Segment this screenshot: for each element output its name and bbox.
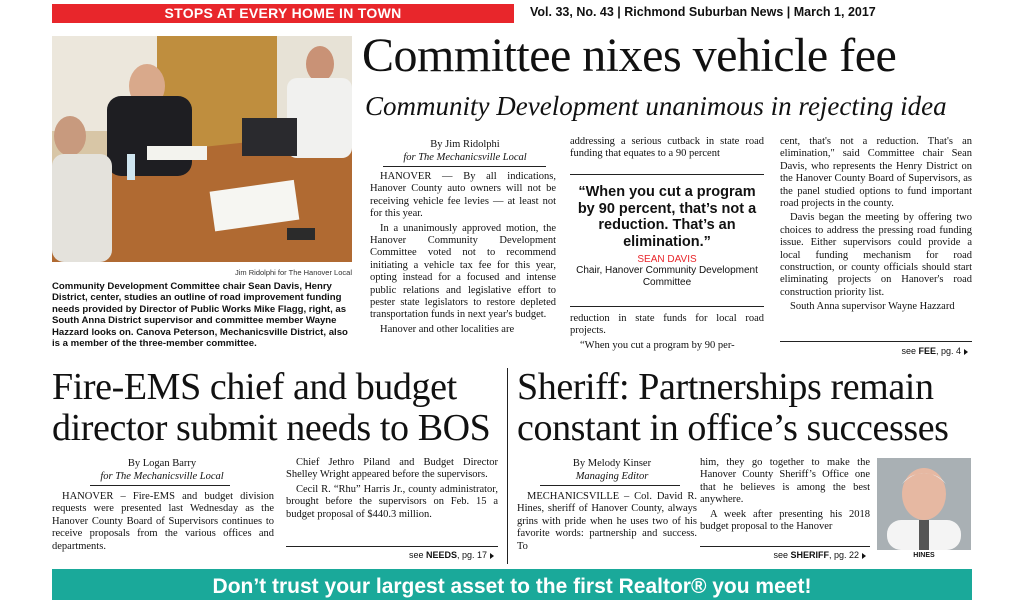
realtor-ad-text: Don’t trust your largest asset to the first Realtor® you meet! (212, 575, 812, 598)
needs-jump-link[interactable] (286, 550, 494, 560)
pull-quote-name: SEAN DAVIS (637, 254, 697, 265)
jump-keyword: SHERIFF (790, 550, 829, 560)
lead-byline-name: By Jim Ridolphi (430, 139, 500, 150)
byline-rule (383, 166, 546, 167)
lead-col2-para: addressing a serious cutback in state road funding that equates to a 90 percent (570, 136, 764, 160)
byline-rule (90, 485, 230, 486)
arrow-right-icon (964, 349, 968, 355)
jump-page: , pg. 17 (456, 550, 487, 560)
jump-keyword: FEE (918, 346, 936, 356)
lead-byline (375, 138, 555, 164)
hines-headshot (877, 458, 971, 550)
jump-page: , pg. 4 (935, 346, 961, 356)
lead-byline-org: for The Mechanicsville Local (403, 152, 527, 163)
pull-quote-title: Chair, Hanover Community Development Committee (576, 265, 758, 288)
jump-prefix: see (773, 550, 791, 560)
photo-cutline: Community Development Committee chair Sean Davis, Henry District, center, studies an outline of road improvement funding needs provided by Director of Public Works Mike Flagg, right, as South Anna District supervisor and committee member Wayne Hazzard looks on. Canova Peterson, Mechanicsville District, also is a member of the three-member committee. (52, 281, 348, 350)
story2-byline-org: for The Mechanicsville Local (100, 471, 224, 482)
story3-col2-para: him, they go together to make the Hanover County Sheriff’s Office one that he believes is among the best anywhere. (700, 457, 870, 506)
fee-jump-link[interactable] (780, 346, 968, 356)
sheriff-jump-link[interactable] (700, 550, 866, 560)
lead-col1-para: In a unanimously approved motion, the Hanover Community Development Committee voted not to recommend initiating a vehicle tax fee for this year, opting instead for a focused and intense public relations and legislative effort to pester state legislators to restore depleted transportation funds in next year's budget. (370, 222, 556, 321)
jump-rule (700, 546, 870, 547)
lead-column-2-bottom (570, 313, 764, 354)
story2-column-1 (52, 491, 274, 555)
hines-caption: HINES (913, 552, 935, 559)
story3-column-2 (700, 457, 870, 535)
lead-col1-para: HANOVER — By all indications, Hanover County auto owners will not be receiving vehicle fee levies — at least not for this year. (370, 171, 556, 220)
lead-column-2-top (570, 136, 764, 163)
lead-col2-para: reduction in state funds for local road projects. (570, 313, 764, 337)
lead-column-1 (370, 171, 556, 338)
jump-prefix: see (408, 550, 426, 560)
top-banner-text: STOPS AT EVERY HOME IN TOWN (164, 5, 402, 21)
story2-column-2 (286, 457, 498, 523)
arrow-right-icon (862, 553, 866, 559)
top-banner (52, 4, 514, 23)
jump-rule (780, 341, 972, 342)
byline-rule (540, 485, 680, 486)
lead-deck: Community Development unanimous in rejecting idea (365, 91, 947, 121)
pull-quote-text: “When you cut a program by 90 percent, that’s not a reduction. That’s an elimination.” (577, 184, 757, 250)
realtor-ad-banner[interactable] (52, 569, 972, 600)
lead-col3-para: Davis began the meeting by offering two choices to address the pressing road funding issue. Either supervisors could provide a local funding mechanism for road construction, or county officials should start eliminating projects on Hanover's road construction priority list. (780, 212, 972, 298)
story2-headline: Fire-EMS chief and budget director submit needs to BOS (52, 366, 491, 449)
story2-byline (72, 457, 252, 483)
lead-col3-para: cent, that's not a reduction. That's an elimination," said Committee chair Sean Davis, who represents the Henry District on the Hanover County Board of Supervisors, as the panel studied options to fund important road projects in the county. (780, 136, 972, 210)
masthead-folio: Vol. 33, No. 43 | Richmond Suburban News | March 1, 2017 (530, 5, 876, 19)
story2-byline-name: By Logan Barry (127, 458, 197, 469)
quote-rule-bottom (570, 306, 764, 307)
story3-col2-para: A week after presenting his 2018 budget proposal to the Hanover (700, 508, 870, 533)
quote-rule-top (570, 174, 764, 175)
jump-keyword: NEEDS (425, 550, 457, 560)
lead-col3-para: South Anna supervisor Wayne Hazzard (790, 301, 955, 313)
lead-col2-para: “When you cut a program by 90 per- (580, 339, 735, 351)
column-divider (507, 368, 508, 564)
jump-prefix: see (901, 346, 919, 356)
story3-byline-name: By Melody Kinser (572, 458, 652, 469)
story2-col1-para: HANOVER – Fire-EMS and budget division requests were presented last Wednesday as the Hanover County Board of Supervisors continues to receive proposals from the various offices and departments. (52, 491, 274, 552)
portrait-illustration (877, 458, 971, 550)
jump-rule (286, 546, 498, 547)
story3-byline (522, 457, 702, 483)
lead-headline: Committee nixes vehicle fee (362, 29, 897, 82)
story3-col1-para: MECHANICSVILLE – Col. David R. Hines, sheriff of Hanover County, always grins with pride when he uses two of his favorite words: partnership and success. To (517, 491, 697, 552)
lead-photo (52, 36, 352, 262)
story3-byline-org: Managing Editor (575, 471, 649, 482)
story2-col2-para: Chief Jethro Piland and Budget Director Shelley Wright appeared before the supervisors. (286, 457, 498, 481)
story3-column-1 (517, 491, 697, 555)
jump-page: , pg. 22 (828, 550, 859, 560)
pull-quote (570, 184, 764, 289)
photo-credit: Jim Ridolphi for The Hanover Local (234, 268, 352, 277)
arrow-right-icon (490, 553, 494, 559)
story3-headline: Sheriff: Partnerships remain constant in office’s successes (517, 366, 949, 449)
lead-col1-para: Hanover and other localities are (380, 323, 515, 335)
meeting-photo-illustration (52, 36, 352, 262)
story2-col2-para: Cecil R. “Rhu” Harris Jr., county administrator, brought before the supervisors on Feb. 15 a budget proposal of $440.3 million. (286, 483, 498, 520)
lead-column-3 (780, 136, 972, 316)
